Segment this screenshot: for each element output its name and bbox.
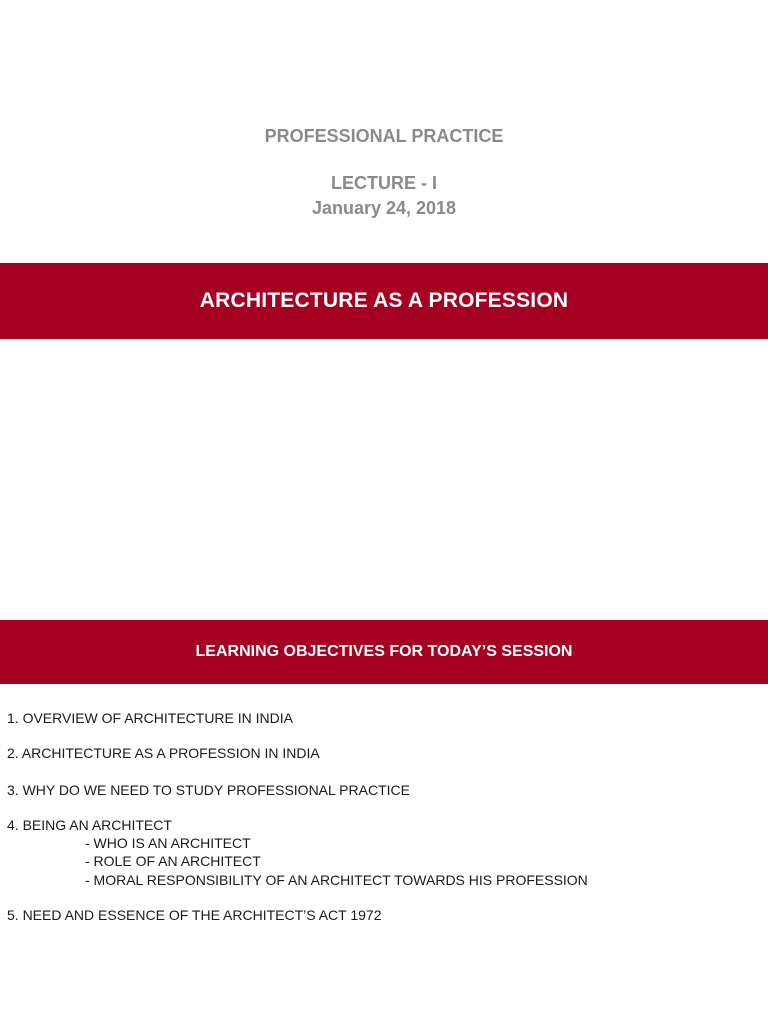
objective-item-2: 2. ARCHITECTURE AS A PROFESSION IN INDIA — [7, 745, 320, 761]
lecture-date: January 24, 2018 — [311, 198, 457, 218]
objective-item-5: 5. NEED AND ESSENCE OF THE ARCHITECT’S ACT 1972 — [7, 907, 382, 923]
title-banner — [0, 263, 768, 339]
objectives-banner-text: LEARNING OBJECTIVES FOR TODAY’S SESSION — [195, 643, 573, 660]
objective-item-4-sub-2: - ROLE OF AN ARCHITECT — [85, 853, 261, 869]
course-title: PROFESSIONAL PRACTICE — [264, 126, 504, 146]
objective-item-4-sub-1: - WHO IS AN ARCHITECT — [85, 835, 251, 851]
lecture-number: LECTURE - I — [331, 173, 437, 193]
objective-item-4: 4. BEING AN ARCHITECT — [7, 817, 172, 833]
objectives-banner — [0, 620, 768, 684]
objective-item-1: 1. OVERVIEW OF ARCHITECTURE IN INDIA — [7, 710, 294, 726]
objective-item-4-sub-3: - MORAL RESPONSIBILITY OF AN ARCHITECT TOWARDS HIS PROFESSION — [85, 872, 588, 888]
objective-item-3: 3. WHY DO WE NEED TO STUDY PROFESSIONAL PRACTICE — [7, 782, 410, 798]
title-banner-text: ARCHITECTURE AS A PROFESSION — [199, 289, 569, 312]
